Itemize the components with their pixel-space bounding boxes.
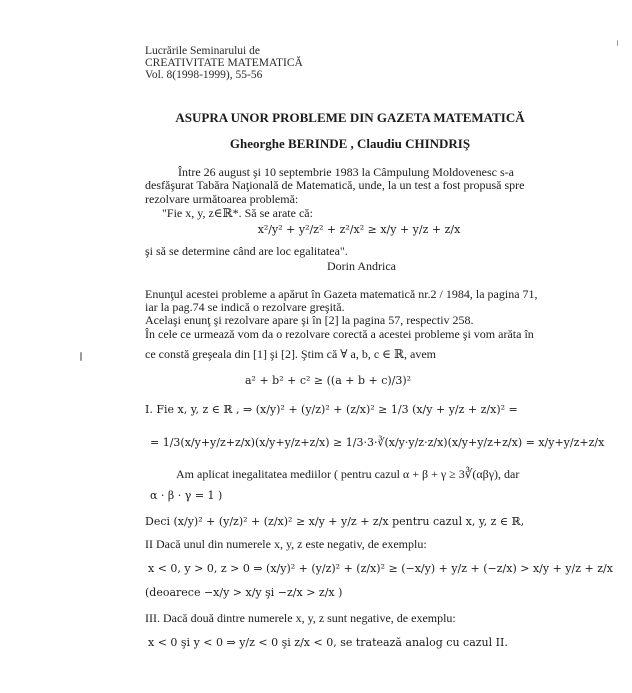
proof-line: (deoarece −x/y > x/y şi −z/x > z/x ): [145, 586, 343, 599]
authors: Gheorghe BERINDE , Claudiu CHINDRIŞ: [229, 136, 471, 151]
paragraph-line: Între 26 august şi 10 septembrie 1983 la Câmpulung Moldovenesc s-a: [178, 165, 514, 179]
proof-line: α · β · γ = 1 ): [150, 489, 223, 502]
proof-line: x < 0 şi y < 0 ⇒ y/z < 0 şi z/x < 0, se tratează analog cu cazul II.: [148, 636, 508, 649]
section-heading: II Dacă unul din numerele x, y, z este negativ, de exemplu:: [145, 537, 427, 551]
section-heading: III. Dacă două dintre numerele x, y, z sunt negative, de exemplu:: [145, 611, 456, 625]
problem-statement: şi să se determine când are loc egalitatea".: [145, 244, 348, 258]
paragraph-line: ce constă greşeala din [1] şi [2]. Ştim că ∀ a, b, c ∈ ℝ, avem: [145, 347, 436, 361]
scan-speck: [617, 40, 618, 46]
paragraph-line: rezolvare următoarea problemă:: [145, 192, 299, 206]
header-line-2: CREATIVITATE MATEMATICĂ: [145, 57, 303, 69]
paragraph-line: Enunţul acestei probleme a apărut în Gazeta matematică nr.2 / 1984, la pagina 71,: [145, 287, 538, 301]
paragraph-line: În cele ce urmează vom da o rezolvare corectă a acestei probleme şi vom arăta în: [145, 327, 534, 341]
problem-author: Dorin Andrica: [327, 259, 396, 273]
inequality-formula: a² + b² + c² ≥ ((a + b + c)/3)²: [245, 374, 412, 387]
proof-line: = 1/3(x/y+y/z+z/x)(x/y+y/z+z/x) ≥ 1/3·3·∛(x/y·y/z·z/x)(x/y+y/z+z/x) = x/y+y/z+z/x: [150, 436, 605, 449]
header-line-3: Vol. 8(1998-1999), 55-56: [145, 69, 263, 81]
inequality-formula: x²/y² + y²/z² + z²/x² ≥ x/y + y/z + z/x: [257, 223, 461, 236]
problem-statement: "Fie x, y, z∈ℝ*. Să se arate că:: [162, 206, 313, 220]
paragraph-line: iar la pag.74 se indică o rezolvare greşită.: [145, 300, 345, 314]
proof-line: Deci (x/y)² + (y/z)² + (z/x)² ≥ x/y + y/z + z/x pentru cazul x, y, z ∈ ℝ,: [145, 515, 525, 528]
proof-line: Am aplicat inegalitatea mediilor ( pentru cazul α + β + γ ≥ 3∛(αβγ), dar: [176, 467, 520, 481]
proof-line: I. Fie x, y, z ∈ ℝ , ⇒ (x/y)² + (y/z)² + (z/x)² ≥ 1/3 (x/y + y/z + z/x)² =: [145, 403, 518, 416]
proof-line: x < 0, y > 0, z > 0 ⇒ (x/y)² + (y/z)² + (z/x)² ≥ (−x/y) + y/z + (−z/x) > x/y + y/z + z/x: [148, 562, 613, 575]
header-line-1: Lucrările Seminarului de: [145, 45, 260, 57]
scan-speck: [80, 352, 82, 361]
paragraph-line: desfăşurat Tabăra Naţională de Matematică, unde, la un test a fost propusă spre: [145, 178, 525, 192]
paragraph-line: Acelaşi enunţ şi rezolvare apare şi în [2] la pagina 57, respectiv 258.: [145, 313, 474, 327]
article-title: ASUPRA UNOR PROBLEME DIN GAZETA MATEMATICĂ: [175, 110, 525, 125]
